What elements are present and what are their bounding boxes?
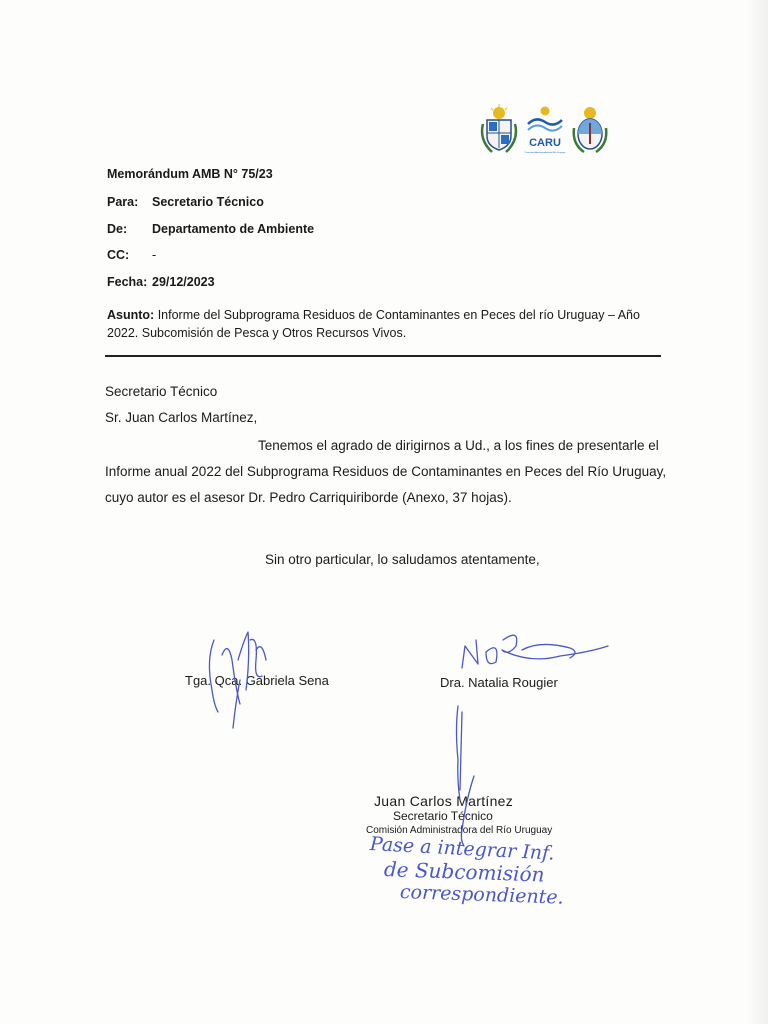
to-label: Para:: [107, 195, 139, 209]
date-value: 29/12/2023: [152, 275, 215, 289]
memo-number: Memorándum AMB N° 75/23: [107, 167, 273, 181]
salutation-name: Sr. Juan Carlos Martínez,: [105, 410, 258, 425]
caru-logo-text: CARU: [529, 137, 561, 149]
signature-martinez-icon: [457, 706, 475, 846]
from-value: Departamento de Ambiente: [152, 222, 315, 236]
handwritten-note-line-2: de Subcomisión: [383, 857, 545, 887]
signature-rougier-icon: [462, 635, 608, 668]
cc-value: -: [152, 248, 157, 262]
handwritten-note-line-1: Pase a integrar Inf.: [369, 833, 556, 865]
subject-text: Informe del Subprograma Residuos de Contaminantes en Peces del río Uruguay – Año 2022. Subcomisión de Pesca y Otros Recursos Vivos.: [107, 308, 640, 340]
stamp-name: Juan Carlos Martínez: [374, 793, 514, 809]
to-value: Secretario Técnico: [152, 195, 264, 209]
handwritten-note-line-3: correspondiente.: [399, 881, 565, 909]
body-line-2: Informe anual 2022 del Subprograma Residuos de Contaminantes en Peces del Río Uruguay,: [105, 464, 667, 479]
stamp-title: Secretario Técnico: [393, 809, 493, 823]
stamp-organization: Comisión Administradora del Río Uruguay: [366, 825, 553, 836]
signer-1-name: Tga. Qca. Gabriela Sena: [185, 673, 329, 688]
body-line-1: Tenemos el agrado de dirigirnos a Ud., a los fines de presentarle el: [258, 438, 659, 453]
from-label: De:: [107, 222, 128, 236]
closing-line: Sin otro particular, lo saludamos atentamente,: [265, 552, 540, 567]
date-label: Fecha:: [107, 275, 148, 289]
signer-2-name: Dra. Natalia Rougier: [440, 675, 558, 690]
body-line-3: cuyo autor es el asesor Dr. Pedro Carriquiriborde (Anexo, 37 hojas).: [105, 490, 512, 505]
caru-logo-subtext: Comisión Administradora del Río Uruguay: [524, 152, 566, 154]
subject-label: Asunto:: [107, 308, 155, 322]
salutation-title: Secretario Técnico: [105, 384, 218, 399]
cc-label: CC:: [107, 248, 130, 262]
signature-sena-icon: [209, 632, 266, 728]
